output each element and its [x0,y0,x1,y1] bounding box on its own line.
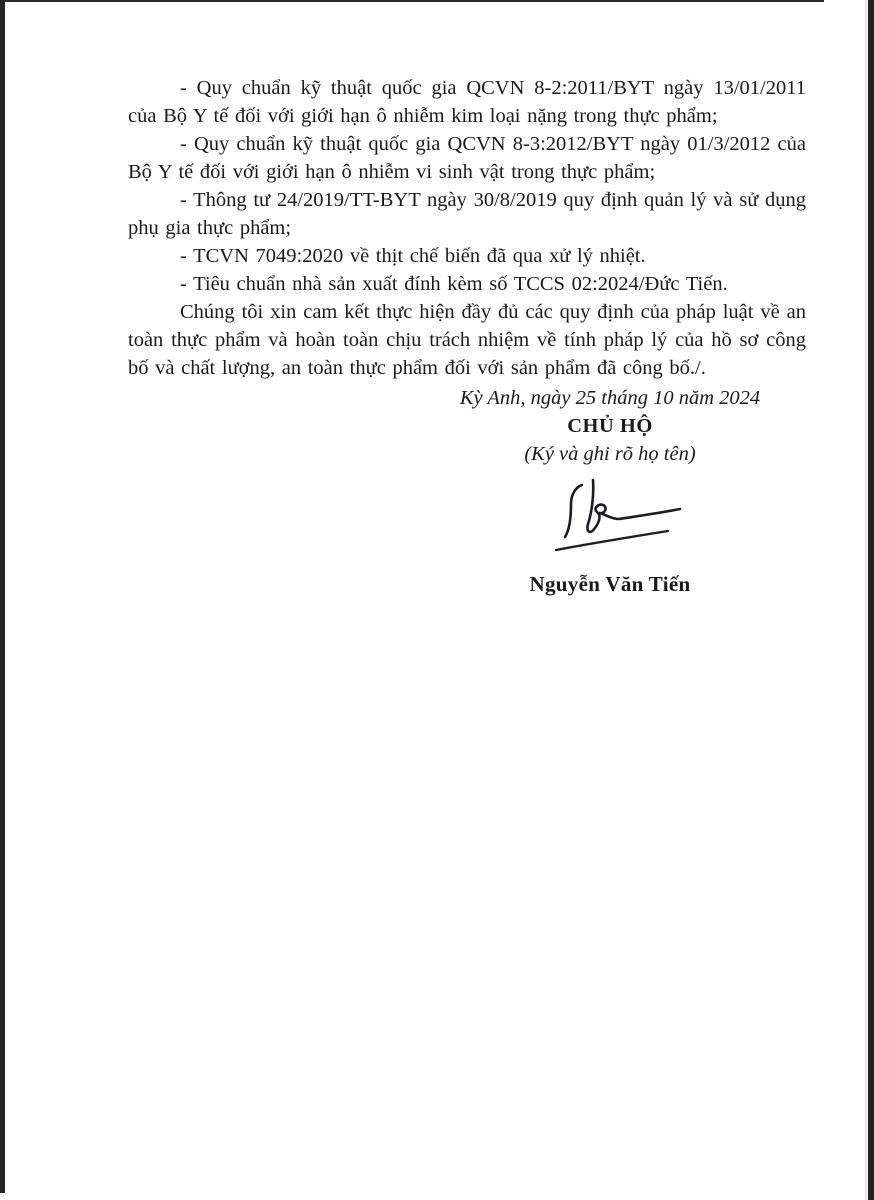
regulation-item-tccs-02-2024: - Tiêu chuẩn nhà sản xuất đính kèm số TCCS 02:2024/Đức Tiến. [180,273,728,295]
scan-edge-right-shadow [865,0,867,1200]
signer-title: CHỦ HỘ [567,415,653,437]
regulation-item-circular-24-2019: - Thông tư 24/2019/TT-BYT ngày 30/8/2019 quy định quản lý và sử dụng phụ gia thực phẩm; [128,189,806,239]
scan-edge-top [0,0,824,2]
signature-block [414,384,806,598]
scan-edge-left [0,0,5,1193]
signature-area [414,472,806,564]
place-date-line: Kỳ Anh, ngày 25 tháng 10 năm 2024 [459,387,761,409]
regulation-item-tcvn-7049: - TCVN 7049:2020 về thịt chế biến đã qua xử lý nhiệt. [180,245,646,267]
regulation-item-qcvn-8-2: - Quy chuẩn kỹ thuật quốc gia QCVN 8-2:2011/BYT ngày 13/01/2011 của Bộ Y tế đối với giới hạn ô nhiễm kim loại nặng trong thực phẩm; [128,77,806,127]
commitment-paragraph: Chúng tôi xin cam kết thực hiện đầy đủ các quy định của pháp luật về an toàn thực phẩm và hoàn toàn chịu trách nhiệm về tính pháp lý của hồ sơ công bố và chất lượng, an toàn thực phẩm đối với sản phẩm đã công bố./. [128,301,806,379]
document-page [128,74,806,598]
sign-instruction: (Ký và ghi rõ họ tên) [524,443,696,465]
signer-name: Nguyễn Văn Tiến [529,572,691,596]
scan-edge-right [868,0,874,1200]
handwritten-signature-icon [520,474,700,562]
regulation-item-qcvn-8-3: - Quy chuẩn kỹ thuật quốc gia QCVN 8-3:2012/BYT ngày 01/3/2012 của Bộ Y tế đối với giới hạn ô nhiễm vi sinh vật trong thực phẩm; [128,133,806,183]
